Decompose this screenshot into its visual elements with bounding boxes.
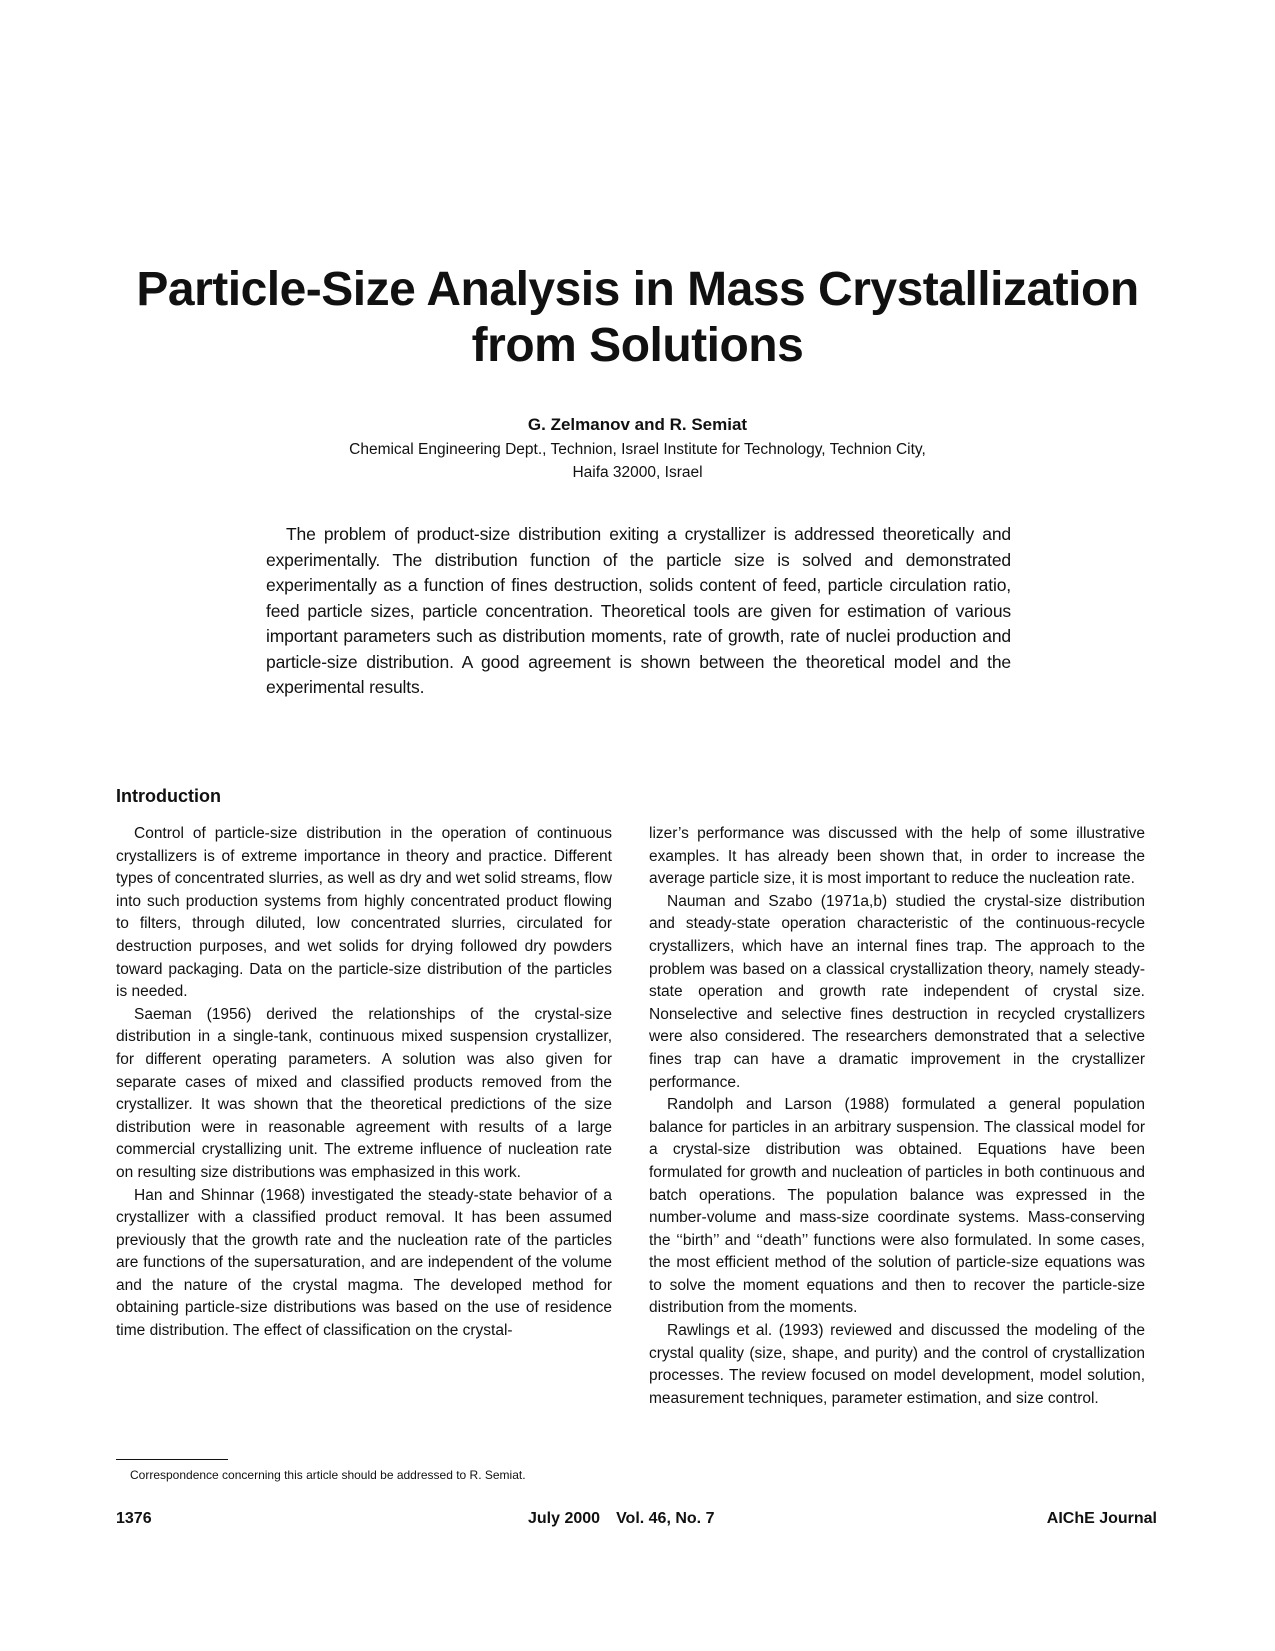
paragraph: Control of particle-size distribution in the operation of continuous crystallizers is of extreme importance in theory and practice. Different types of concentrated slurries, as well as dry and wet solid streams, flow into such production systems from highly concentrated product flowing to filters, through diluted, low concentrated slurries, circulated for destruction purposes, and wet solids for drying followed dry powders toward packaging. Data on the particle-size distribution of the particles is needed. (116, 825, 612, 1001)
author-list: G. Zelmanov and R. Semiat (527, 415, 748, 434)
article-title-line-1: Particle-Size Analysis in Mass Crystallization (136, 263, 1139, 316)
paragraph: Randolph and Larson (1988) formulated a general population balance for particles in an arbitrary suspension. The classical model for a crystal-size distribution was obtained. Equations have been formulated for growth and nucleation of particles in both continuous and batch operations. The population balance was expressed in the number-volume and mass-size coordinate systems. Mass-conserving the ‘‘birth’’ and ‘‘death’’ functions were also formulated. In some cases, the most efficient method of the solution of particle-size equations was to solve the moment equations and then to recover the particle-size distribution from the moments. (649, 1096, 1145, 1317)
paragraph: Rawlings et al. (1993) reviewed and discussed the modeling of the crystal quality (size, shape, and purity) and the control of crystallization processes. The review focused on model development, model solution, measurement techniques, parameter estimation, and size control. (649, 1322, 1145, 1407)
affiliation-line-1: Chemical Engineering Dept., Technion, Israel Institute for Technology, Technion City, (349, 441, 926, 458)
left-column (116, 823, 612, 1343)
author-affiliation (120, 438, 1155, 484)
correspondence-footnote: Correspondence concerning this article should be addressed to R. Semiat. (130, 1468, 526, 1482)
section-heading-introduction: Introduction (116, 786, 221, 806)
paragraph: Han and Shinnar (1968) investigated the steady-state behavior of a crystallizer with a classified product removal. It has been assumed previously that the growth rate and the nucleation rate of the particles are functions of the supersaturation, and are independent of the volume and the nature of the crystal magma. The developed method for obtaining particle-size distributions was based on the use of residence time distribution. The effect of classification on the crystal- (116, 1186, 612, 1340)
paragraph: Saeman (1956) derived the relationships of the crystal-size distribution in a single-tank, continuous mixed suspension crystallizer, for different operating parameters. A solution was also given for separate cases of mixed and classified products removed from the crystallizer. It was shown that the theoretical predictions of the size distribution were in reasonable agreement with results of a large commercial crystallizing unit. The extreme influence of nucleation rate on resulting size distributions was emphasized in this work. (116, 1005, 612, 1181)
footnote-divider (116, 1459, 228, 1460)
page-number: 1376 (116, 1510, 152, 1527)
issue-date: July 2000 (528, 1510, 601, 1527)
issue-info (528, 1510, 714, 1528)
issue-volume: Vol. 46, No. 7 (616, 1510, 715, 1527)
paragraph-continuation: lizer’s performance was discussed with the help of some illustrative examples. It has already been shown that, in order to increase the average particle size, it is most important to reduce the nucleation rate. (649, 825, 1145, 888)
paragraph: Nauman and Szabo (1971a,b) studied the crystal-size distribution and steady-state operation characteristic of the continuous-recycle crystallizers, which have an internal fines trap. The approach to the problem was based on a classical crystallization theory, namely steady-state operation and growth rate independent of crystal size. Nonselective and selective fines destruction in recycled crystallizers were also considered. The researchers demonstrated that a selective fines trap can have a dramatic improvement in the crystallizer performance. (649, 892, 1145, 1091)
right-column (649, 823, 1145, 1410)
abstract: The problem of product-size distribution exiting a crystallizer is addressed theoretically and experimentally. The distribution function of the particle size is solved and demonstrated experimentally as a function of fines destruction, solids content of feed, particle circulation ratio, feed particle sizes, particle concentration. Theoretical tools are given for estimation of various important parameters such as distribution moments, rate of growth, rate of nuclei production and particle-size distribution. A good agreement is shown between the theoretical model and the experimental results. (266, 524, 1011, 697)
article-title-line-2: from Solutions (471, 319, 804, 372)
affiliation-line-2: Haifa 32000, Israel (572, 464, 703, 481)
article-title (120, 262, 1155, 374)
journal-name: AIChE Journal (1046, 1510, 1157, 1527)
